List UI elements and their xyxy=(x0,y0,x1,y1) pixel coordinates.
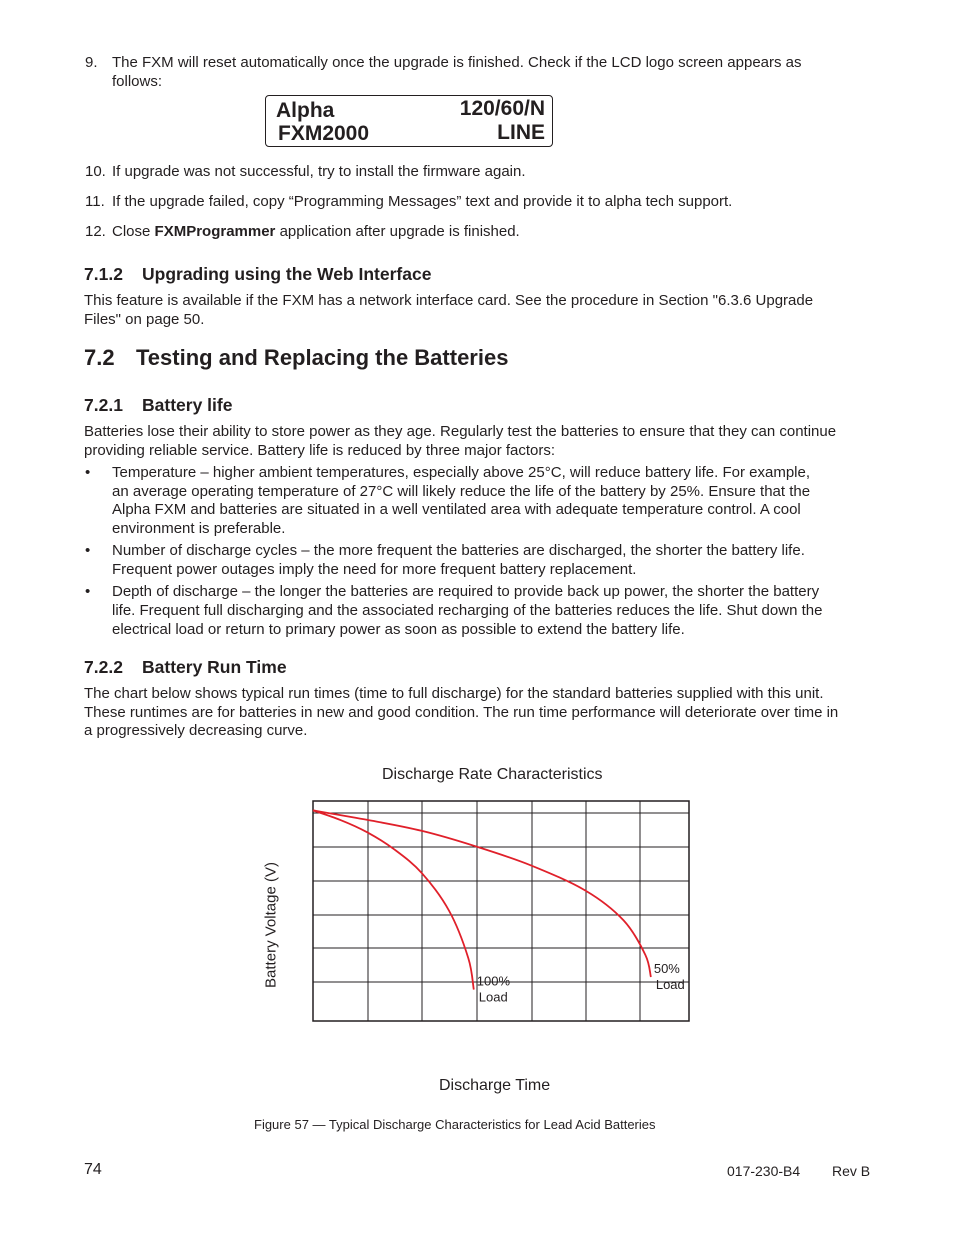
bullet-text: environment is preferable. xyxy=(112,520,286,537)
figure-caption: Figure 57 — Typical Discharge Characteristics for Lead Acid Batteries xyxy=(254,1117,656,1132)
bullet-text: electrical load or return to primary power as soon as possible to extend the battery life. xyxy=(112,621,685,638)
section-heading-712: 7.1.2 Upgrading using the Web Interface xyxy=(84,264,432,284)
bullet: • xyxy=(85,542,91,559)
lcd-line2-right: LINE xyxy=(497,121,545,144)
lcd-line2-left: FXM2000 xyxy=(278,122,370,145)
bullet: • xyxy=(85,583,91,600)
bullet-text: Depth of discharge – the longer the batteries are required to provide back up power, the shorter the battery xyxy=(112,583,820,600)
paragraph: Batteries lose their ability to store power as they age. Regularly test the batteries to ensure that they can continue xyxy=(84,423,837,440)
paragraph: Files" on page 50. xyxy=(84,311,205,328)
revision: Rev B xyxy=(832,1163,871,1179)
paragraph: providing reliable service. Battery life is reduced by three major factors: xyxy=(84,442,556,459)
bullet-text: Alpha FXM and batteries are situated in a well ventilated area with adequate temperature control. A cool xyxy=(112,501,801,518)
document-number: 017-230-B4 xyxy=(727,1163,801,1179)
series-line-full-load xyxy=(313,810,474,989)
series-label: Load xyxy=(655,977,685,992)
series-label: 50% xyxy=(653,961,680,976)
chart-x-label: Discharge Time xyxy=(439,1077,551,1094)
section-heading-721: 7.2.1 Battery life xyxy=(84,395,233,415)
bullet-text: Number of discharge cycles – the more frequent the batteries are discharged, the shorter the battery life. xyxy=(112,542,805,559)
bullet-text: an average operating temperature of 27°C will likely reduce the life of the battery by 25%. Ensure that the xyxy=(112,483,811,500)
step-number: 12. xyxy=(85,223,106,240)
series-label: Load xyxy=(478,989,508,1005)
paragraph: The chart below shows typical run times (time to full discharge) for the standard batteries supplied with this unit. xyxy=(84,685,824,702)
bullet-text: Frequent power outages imply the need for more frequent battery replacement. xyxy=(112,561,637,578)
chart-y-label: Battery Voltage (V) xyxy=(262,862,280,988)
step-number: 10. xyxy=(85,163,106,180)
section-heading-72: 7.2 Testing and Replacing the Batteries xyxy=(84,345,509,370)
step-text: follows: xyxy=(112,73,163,90)
chart-title: Discharge Rate Characteristics xyxy=(382,766,603,783)
bullet-text: life. Frequent full discharging and the associated recharging of the batteries reduces the life. Shut down the xyxy=(112,602,823,619)
step-text: If upgrade was not successful, try to install the firmware again. xyxy=(112,163,526,180)
paragraph: This feature is available if the FXM has a network interface card. See the procedure in Section "6.3.6 Upgrade xyxy=(84,292,814,309)
page-number: 74 xyxy=(84,1161,102,1178)
step-text: If the upgrade failed, copy “Programming Messages” text and provide it to alpha tech support. xyxy=(112,193,733,210)
step-text: The FXM will reset automatically once the upgrade is finished. Check if the LCD logo screen appears as xyxy=(112,54,802,71)
bullet: • xyxy=(85,464,91,481)
step-text: Close FXMProgrammer application after upgrade is finished. xyxy=(112,223,520,240)
paragraph: These runtimes are for batteries in new and good condition. The run time performance will deteriorate over time in xyxy=(84,704,839,721)
step-number: 9. xyxy=(85,54,98,71)
section-heading-722: 7.2.2 Battery Run Time xyxy=(84,657,287,677)
series-line-half-load xyxy=(313,810,651,977)
lcd-line1-right: 120/60/N xyxy=(459,97,545,120)
program-name: FXMProgrammer xyxy=(154,223,276,240)
bullet-text: Temperature – higher ambient temperatures, especially above 25°C, will reduce battery life. For example, xyxy=(112,464,811,481)
lcd-line1-left: Alpha xyxy=(276,99,335,122)
paragraph: a progressively decreasing curve. xyxy=(84,722,308,739)
series-label: 100% xyxy=(476,973,511,989)
step-number: 11. xyxy=(85,193,105,210)
